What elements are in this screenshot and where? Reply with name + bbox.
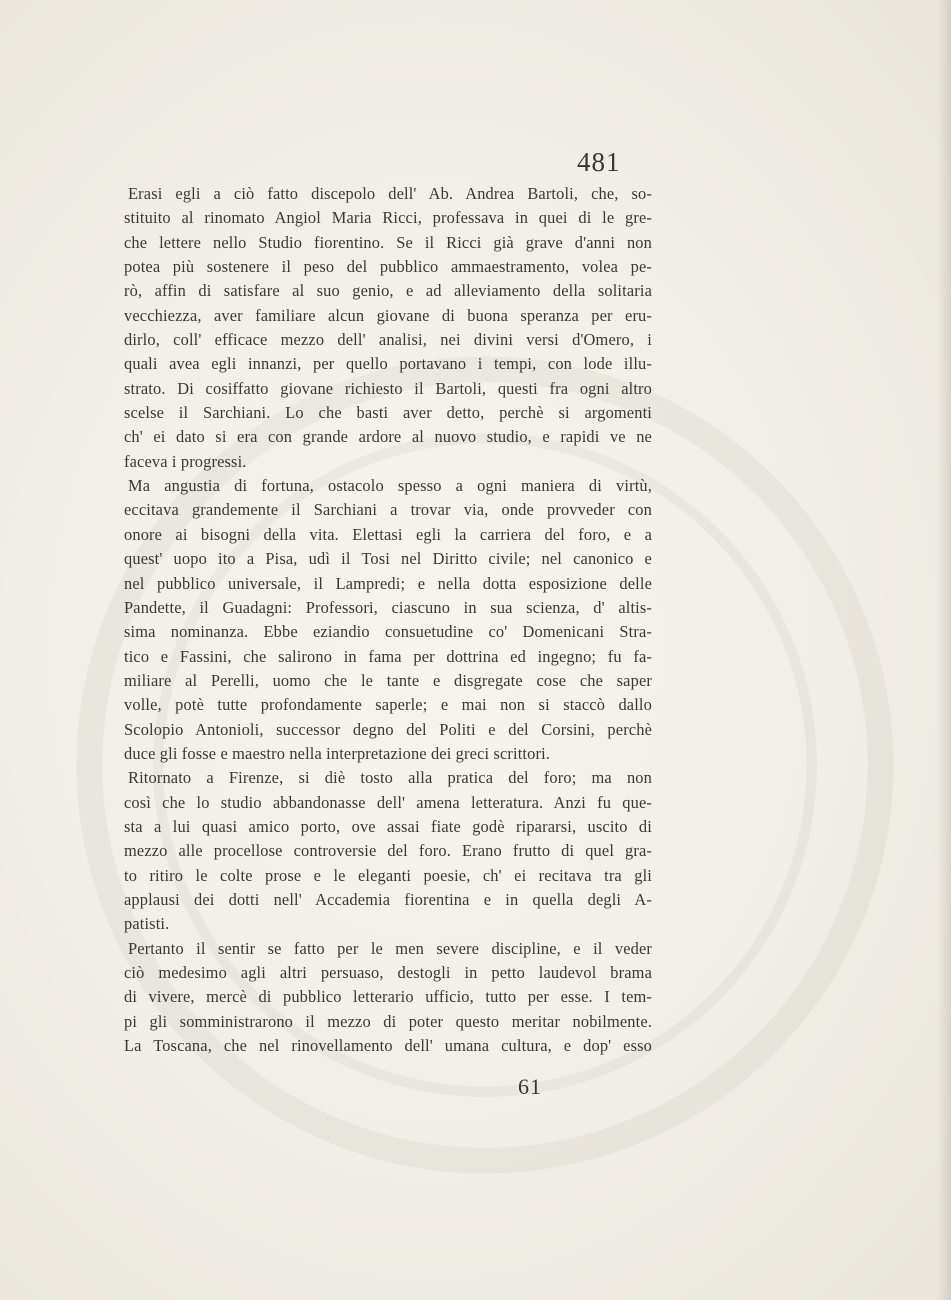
text-line: applausi dei dotti nell' Accademia fiorentina e in quella degli A- [124,889,652,909]
text-line: nel pubblico universale, il Lampredi; e nella dotta esposizione delle [124,573,652,593]
text-line: sima nominanza. Ebbe eziandio consuetudine co' Domenicani Stra- [124,622,652,642]
text-line: vecchiezza, aver familiare alcun giovane di buona speranza per eru- [124,305,652,325]
text-line: onore ai bisogni della vita. Elettasi egli la carriera del foro, e a [124,524,652,544]
page-edge-shadow [937,0,951,1300]
text-line: scelse il Sarchiani. Lo che basti aver detto, perchè si argomenti [124,403,652,423]
text-line: Pertanto il sentir se fatto per le men severe discipline, e il veder [128,938,652,958]
text-line: sta a lui quasi amico porto, ove assai fiate godè ripararsi, uscito di [124,816,652,836]
text-line: quali avea egli innanzi, per quello portavano i tempi, con lode illu- [124,354,652,374]
page-number: 481 [577,147,621,177]
text-line: quest' uopo ito a Pisa, udì il Tosi nel Diritto civile; nel canonico e [124,549,652,569]
text-line: duce gli fosse e maestro nella interpretazione dei greci scrittori. [124,743,551,763]
text-line: to ritiro le colte prose e le eleganti poesie, ch' ei recitava tra gli [124,865,652,885]
text-line: Pandette, il Guadagni: Professori, ciascuno in sua scienza, d' altis- [124,597,652,617]
text-line: potea più sostenere il peso del pubblico ammaestramento, volea pe- [124,257,652,277]
text-line: Erasi egli a ciò fatto discepolo dell' Ab. Andrea Bartoli, che, so- [128,184,652,203]
text-line: ciò medesimo agli altri persuaso, destogli in petto laudevol brama [124,963,652,982]
text-line: La Toscana, che nel rinovellamento dell' umana cultura, e dop' esso [124,1036,652,1056]
text-line: tico e Fassini, che salirono in fama per dottrina ed ingegno; fu fa- [124,646,652,666]
text-line: patisti. [124,914,170,934]
text-line: ch' ei dato si era con grande ardore al nuovo studio, e rapidi ve ne [124,427,652,447]
text-line: volle, potè tutte profondamente saperle; e mai non si staccò dallo [124,695,652,715]
text-line: miliare al Perelli, uomo che le tante e disgregate cose che saper [124,670,652,690]
text-line: rò, affin di satisfare al suo genio, e ad alleviamento della solitaria [124,281,652,301]
text-line: eccitava grandemente il Sarchiani a trovar via, onde provveder con [124,500,652,520]
text-line: mezzo alle procellose controversie del foro. Erano frutto di quel gra- [124,841,652,861]
text-line: Scolopio Antonioli, successor degno del Politi e del Corsini, perchè [124,719,652,739]
text-line: faceva i progressi. [124,451,247,471]
text-line: Ritornato a Firenze, si diè tosto alla pratica del foro; ma non [128,768,652,788]
text-line: stituito al rinomato Angiol Maria Ricci, professava in quei di le gre- [124,208,652,228]
signature-mark: 61 [518,1074,542,1099]
text-line: dirlo, coll' efficace mezzo dell' analisi, nei divini versi d'Omero, i [124,330,652,350]
text-line: pi gli somministrarono il mezzo di poter questo meritar nobilmente. [124,1011,652,1031]
text-line: così che lo studio abbandonasse dell' amena letteratura. Anzi fu que- [124,792,652,812]
body-text [124,182,652,1058]
text-line: Ma angustia di fortuna, ostacolo spesso a ogni maniera di virtù, [128,476,652,496]
text-line: strato. Di cosiffatto giovane richiesto il Bartoli, questi fra ogni altro [124,378,652,398]
text-line: che lettere nello Studio fiorentino. Se il Ricci già grave d'anni non [124,232,652,252]
text-line: di vivere, mercè di pubblico letterario ufficio, tutto per esse. I tem- [124,987,652,1007]
